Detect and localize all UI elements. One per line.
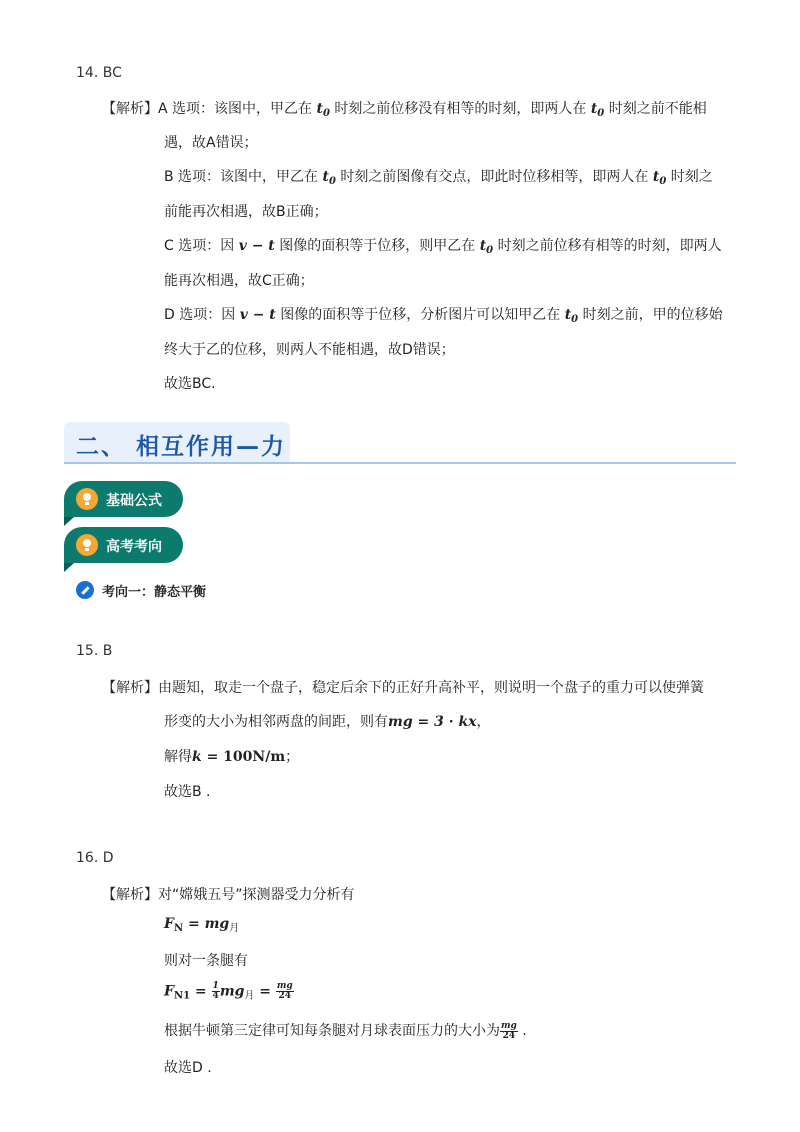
q16-line-3: 根据牛顿第三定律可知每条腿对月球表面压力的大小为 $\frac{mg}{24}$ .: [164, 1020, 527, 1041]
section-title: 二、 相互作用—力: [76, 434, 287, 460]
q14-line-a2: 遇，故A错误；: [164, 135, 258, 151]
pill-basic-formula: 基础公式: [64, 481, 183, 517]
t0-symbol: $t_0$: [590, 101, 605, 119]
q14-line-b2: 前能再次相遇，故B正确；: [164, 204, 328, 220]
analysis-tag: 【解析】: [102, 101, 158, 117]
q14-conclusion: 故选BC.: [164, 376, 216, 392]
t0-symbol: $t_0$: [652, 169, 667, 187]
q16-line-2: 则对一条腿有: [164, 953, 248, 969]
q14-line-b1: B 选项：该图中，甲乙在 $t_0$ 时刻之前图像有交点，即此时位移相等，即两人在 $t_0$ 时刻之: [164, 169, 713, 187]
question-15-number: 15. B: [76, 643, 113, 659]
t0-symbol: $t_0$: [564, 307, 579, 325]
pencil-icon: [76, 581, 94, 599]
q16-conclusion: 故选D .: [164, 1060, 212, 1076]
q15-line-2: 形变的大小为相邻两盘的间距，则有mg = 3 · kx，: [164, 714, 491, 730]
pill-exam-direction: 高考考向: [64, 527, 183, 563]
q14-line-c1: C 选项：因 v − t 图像的面积等于位移，则甲乙在 $t_0$ 时刻之前位移有相等的时刻，即两人: [164, 238, 722, 256]
vt-symbol: v − t: [238, 238, 275, 254]
q14-line-d2: 终大于乙的位移，则两人不能相遇，故D错误；: [164, 342, 455, 358]
lightbulb-icon: [76, 534, 98, 556]
fraction: $\frac{1}{4}$: [212, 981, 219, 1001]
t0-symbol: $t_0$: [322, 169, 336, 187]
q15-line-1: 【解析】由题知，取走一个盘子，稳定后余下的正好升高补平，则说明一个盘子的重力可以使弹簧: [102, 680, 704, 696]
q16-equation-2: $F_{N1}$ = $\frac{1}{4}$ $mg_月$ = $\frac{mg}{24}$: [164, 981, 293, 1002]
analysis-tag: 【解析】: [102, 887, 158, 903]
q16-line-1: 【解析】对“嫦娥五号”探测器受力分析有: [102, 887, 355, 903]
q14-line-d1: D 选项：因 v − t 图像的面积等于位移，分析图片可以知甲乙在 $t_0$ 时刻之前，甲的位移始: [164, 307, 723, 325]
fraction: $\frac{mg}{24}$: [276, 981, 293, 1001]
subheading-static-equilibrium: 考向一：静态平衡: [102, 585, 207, 600]
q14-line-a1: 【解析】A 选项：该图中，甲乙在 $t_0$ 时刻之前位移没有相等的时刻，即两人在 $t_0$ 时刻之前不能相: [102, 101, 707, 119]
t0-symbol: $t_0$: [479, 238, 494, 256]
fraction: $\frac{mg}{24}$: [501, 1020, 517, 1041]
q15-conclusion: 故选B .: [164, 784, 211, 800]
section-divider: [64, 462, 736, 464]
t0-symbol: $t_0$: [316, 101, 330, 119]
vt-symbol: v − t: [239, 307, 276, 323]
q16-equation-1: $F_N = mg_月$: [164, 916, 240, 934]
q14-line-c2: 能再次相遇，故C正确；: [164, 273, 314, 289]
lightbulb-icon: [76, 488, 98, 510]
equation-mg: mg = 3 · kx: [388, 714, 477, 730]
q15-line-3: 解得k = 100N/m；: [164, 749, 300, 765]
question-16-number: 16. D: [76, 850, 114, 866]
question-14-number: 14. BC: [76, 65, 122, 81]
analysis-tag: 【解析】: [102, 680, 158, 696]
